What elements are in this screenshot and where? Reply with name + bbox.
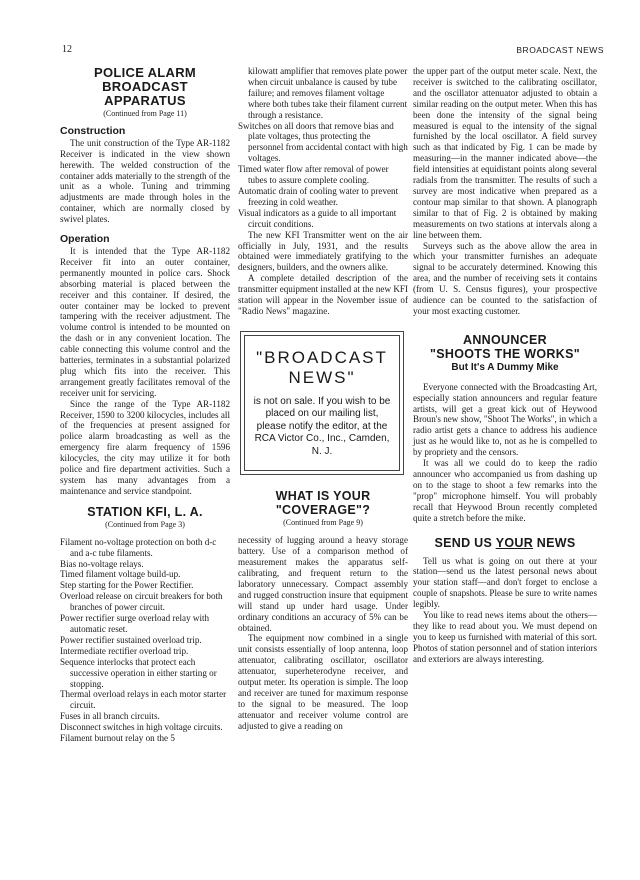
send-news-paragraph-1: Tell us what is going on out there at your station—send us the latest personal news about your station staff—and don't forget to enclose a couple of snapshots. Please be sure to write names legibly. xyxy=(413,555,597,610)
send-news-title-b: YOUR xyxy=(495,535,534,550)
kfi-feature-item: Timed filament voltage build-up. xyxy=(60,569,181,580)
kfi-feature-item: Sequence interlocks that protect each successive operation in either starting or stopping. xyxy=(60,656,217,689)
announcer-title-line-2: "SHOOTS THE WORKS" xyxy=(430,346,580,361)
coverage-paragraph-1: necessity of lugging around a heavy storage battery. Use of a comparison method of measurement makes the apparatus self-calibrating, and frequent return to the laboratory unnecessary. Compact assembly and rugged construction insure that equipment will stand up under hard usage. Under ordinary conditions an accuracy of 5% can be obtained. xyxy=(238,535,408,633)
kfi-feature-item: Filament burnout relay on the 5 xyxy=(60,733,175,744)
kfi-feature-item: Step starting for the Power Rectifier. xyxy=(60,580,194,591)
kfi-feature-item: Switches on all doors that remove bias and plate voltages, thus protecting the personnel from accidental contact with high voltages. xyxy=(238,120,408,164)
kfi-paragraph-1: The new KFI Transmitter went on the air officially in July, 1931, and the results obtained were immediately gratifying to the designers, builders, and the owners alike. xyxy=(238,229,408,273)
kfi-feature-item: Power rectifier surge overload relay with automatic reset. xyxy=(60,613,210,634)
kfi-feature-item: Thermal overload relays in each motor starter circuit. xyxy=(60,689,227,711)
coverage-paragraph-4: Surveys such as the above allow the area in which your transmitter furnishes an adequate signal to be accurately determined. Knowing this area, and the number of receiving sets it contains (from U. S. Census figures), your prospective audience can be counted to the satisfaction of your most exacting customer. xyxy=(413,240,597,316)
page-number: 12 xyxy=(62,44,72,55)
send-news-title-a: SEND US xyxy=(434,535,496,550)
coverage-continued: (Continued from Page 9) xyxy=(283,518,363,528)
operation-paragraph-1: It is intended that the Type AR-1182 Receiver fit into an outer container, permanently mounted in police cars. Shock absorbing material is placed between the receiver and this container. If desired, the outer container may be locked to prevent tampering with the receiver adjustment. The volume control is intended to be mounted on the dash or in any convenient location. The cable connecting this volume control and the batteries, terminates in a substantial polarized plug which fits into the receiver. This arrangement greatly facilitates removal of the receiver unit for servicing. xyxy=(60,245,230,398)
kfi-feature-item: Disconnect switches in high voltage circuits. xyxy=(60,722,223,733)
kfi-feature-list-continued xyxy=(238,66,408,230)
notice-title-line-1: "BROADCAST xyxy=(256,347,388,367)
police-title-line-1: POLICE ALARM xyxy=(93,65,197,80)
notice-title-line-2: NEWS" xyxy=(288,367,356,387)
construction-heading: Construction xyxy=(60,124,126,137)
kfi-feature-list xyxy=(60,537,230,744)
kfi-continued: (Continued from Page 3) xyxy=(105,519,185,529)
send-news-title xyxy=(413,536,597,550)
kfi-feature-item: Power rectifier sustained overload trip. xyxy=(60,634,202,645)
coverage-paragraph-3: the upper part of the output meter scale. Next, the receiver is switched to the calibrating oscillator, and the oscillator attenuator adjusted to obtain a similar reading on the output meter. When this has been done the intensity of the signal being measured is equal to the intensity of the signal furnished by the local oscillator. A field survey such as that indicated by Fig. 1 can be made by measuring—in the manner indicated above—the field intensities at equidistant points along several radials from the transmitter. The results of such a survey are most indicative when prepared as a contour map similar to that shown. A planograph similar to that of Fig. 2 is obtained by making measurements on two stations at intervals along a line between them. xyxy=(413,66,597,240)
police-continued: (Continued from Page 11) xyxy=(103,109,187,118)
kfi-feature-item: Timed water flow after removal of power tubes to assure complete cooling. xyxy=(238,164,389,186)
kfi-feature-item: Visual indicators as a guide to all important circuit conditions. xyxy=(238,207,397,229)
running-head: BROADCAST NEWS xyxy=(516,45,604,55)
kfi-feature-item: Fuses in all branch circuits. xyxy=(60,711,160,722)
column-2 xyxy=(238,66,408,732)
announcer-paragraph-2: It was all we could do to keep the radio announcer who accompanied us from dashing up on to the stage to shoot a few remarks into the "prop" microphone himself. You will probably recall that Heywood Broun recently completed quite a stretch before the mike. xyxy=(413,458,597,523)
announcer-title-line-1: ANNOUNCER xyxy=(463,332,547,347)
column-3 xyxy=(413,66,597,665)
construction-text: The unit construction of the Type AR-1182 Receiver is indicated in the view shown herewith. The welded construction of the container adds materially to the strength of the unit as a whole. Tuning and trimming adjustments are made through holes in the container, which are normally closed by swivel plates. xyxy=(60,137,230,225)
announcer-paragraph-1: Everyone connected with the Broadcasting Art, especially station announcers and regular feature artists, will get a great kick out of Heywood Broun's new show, "Shoot The Works", in which a radio artist gets a chance to address his audience just as he would like to, not as he is compelled to by propriety and the censors. xyxy=(413,381,597,458)
send-news-paragraph-2: You like to read news items about the others—they like to read about you. We must depend on you to keep us furnished with material of this sort. Photos of station personnel and of station interiors and exteriors are always interesting. xyxy=(413,610,597,664)
kfi-paragraph-2: A complete detailed description of the transmitter equipment installed at the new KFI station will appear in the November issue of "Radio News" magazine. xyxy=(238,273,408,316)
column-1 xyxy=(60,66,230,744)
kfi-feature-item: Filament no-voltage protection on both d-c and a-c tube filaments. xyxy=(60,536,217,558)
operation-heading: Operation xyxy=(60,233,110,246)
kfi-feature-item: Overload release on circuit breakers for both branches of power circuit. xyxy=(60,591,223,613)
kfi-title: STATION KFI, L. A. xyxy=(87,504,203,519)
announcer-subtitle: But It's A Dummy Mike xyxy=(451,361,559,373)
coverage-title-line-1: WHAT IS YOUR xyxy=(275,489,371,504)
mailing-list-notice xyxy=(240,331,404,476)
send-news-title-c: NEWS xyxy=(533,535,576,550)
kfi-feature-item: Automatic drain of cooling water to prevent freezing in cold weather. xyxy=(238,185,399,207)
notice-text: is not on sale. If you wish to be placed on our mailing list, please notify the editor, at the RCA Victor Co., Inc., Camden, N. J. xyxy=(253,395,391,457)
kfi-feature-item: Intermediate rectifier overload trip. xyxy=(60,645,189,656)
kfi-feature-item: Bias no-voltage relays. xyxy=(60,558,144,569)
coverage-title-line-2: "COVERAGE"? xyxy=(275,503,371,518)
police-title-line-2: BROADCAST APPARATUS xyxy=(102,79,188,108)
operation-paragraph-2: Since the range of the Type AR-1182 Receiver, 1590 to 3200 kilocycles, includes all of the frequencies at present assigned for police alarm broadcasting as well as the emergency fire alarm frequency of 1596 kilocycles, the city may utilize it for both police and fire department activities. Such a system has many advantages from a maintenance and service standpoint. xyxy=(60,398,230,496)
kfi-feature-item: kilowatt amplifier that removes plate power when circuit unbalance is caused by tube failure; and removes filament voltage where both tubes take their filament current through a resistance. xyxy=(248,66,408,120)
coverage-paragraph-2: The equipment now combined in a single unit consists essentially of loop antenna, loop attenuator, calibrating oscillator, oscillator attenuator, superheterodyne receiver, and output meter. Its operation is simple. The loop and receiver are tuned for maximum response to the signal to be measured. The loop attenuator and receiver volume control are adjusted to give a reading on xyxy=(238,633,408,731)
